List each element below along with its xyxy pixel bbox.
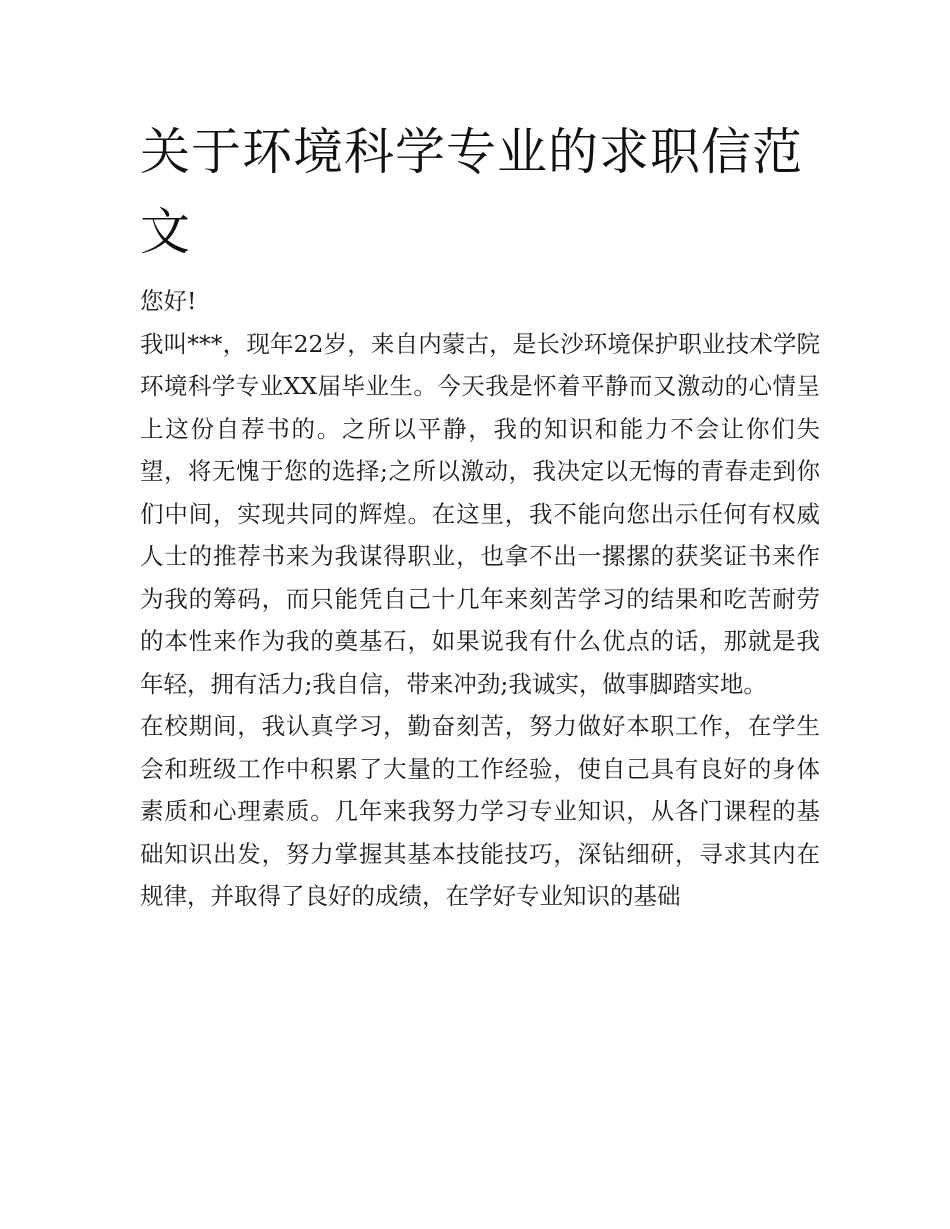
- greeting: 您好!: [140, 287, 197, 315]
- body-paragraph-1: 我叫***，现年22岁，来自内蒙古，是长沙环境保护职业技术学院环境科学专业XX届毕业生。今天我是怀着平静而又激动的心情呈上这份自荐书的。之所以平静，我的知识和能力不会让你们失望，将无愧于您的选择;之所以激动，我决定以无悔的青春走到你们中间，实现共同的辉煌。在这里，我不能向您出示任何有权威人士的推荐书来为我谋得职业，也拿不出一摞摞的获奖证书来作为我的筹码，而只能凭自己十几年来刻苦学习的结果和吃苦耐劳的本性来作为我的奠基石，如果说我有什么优点的话，那就是我年轻，拥有活力;我自信，带来冲劲;我诚实，做事脚踏实地。: [140, 329, 820, 698]
- body-paragraph-2: 在校期间，我认真学习，勤奋刻苦，努力做好本职工作，在学生会和班级工作中积累了大量的工作经验，使自己具有良好的身体素质和心理素质。几年来我努力学习专业知识，从各门课程的基础知识出发，努力掌握其基本技能技巧，深钻细研，寻求其内在规律，并取得了良好的成绩，在学好专业知识的基础: [140, 712, 820, 910]
- document-title: 关于环境科学专业的求职信范文: [140, 123, 803, 261]
- document-body: [140, 280, 820, 918]
